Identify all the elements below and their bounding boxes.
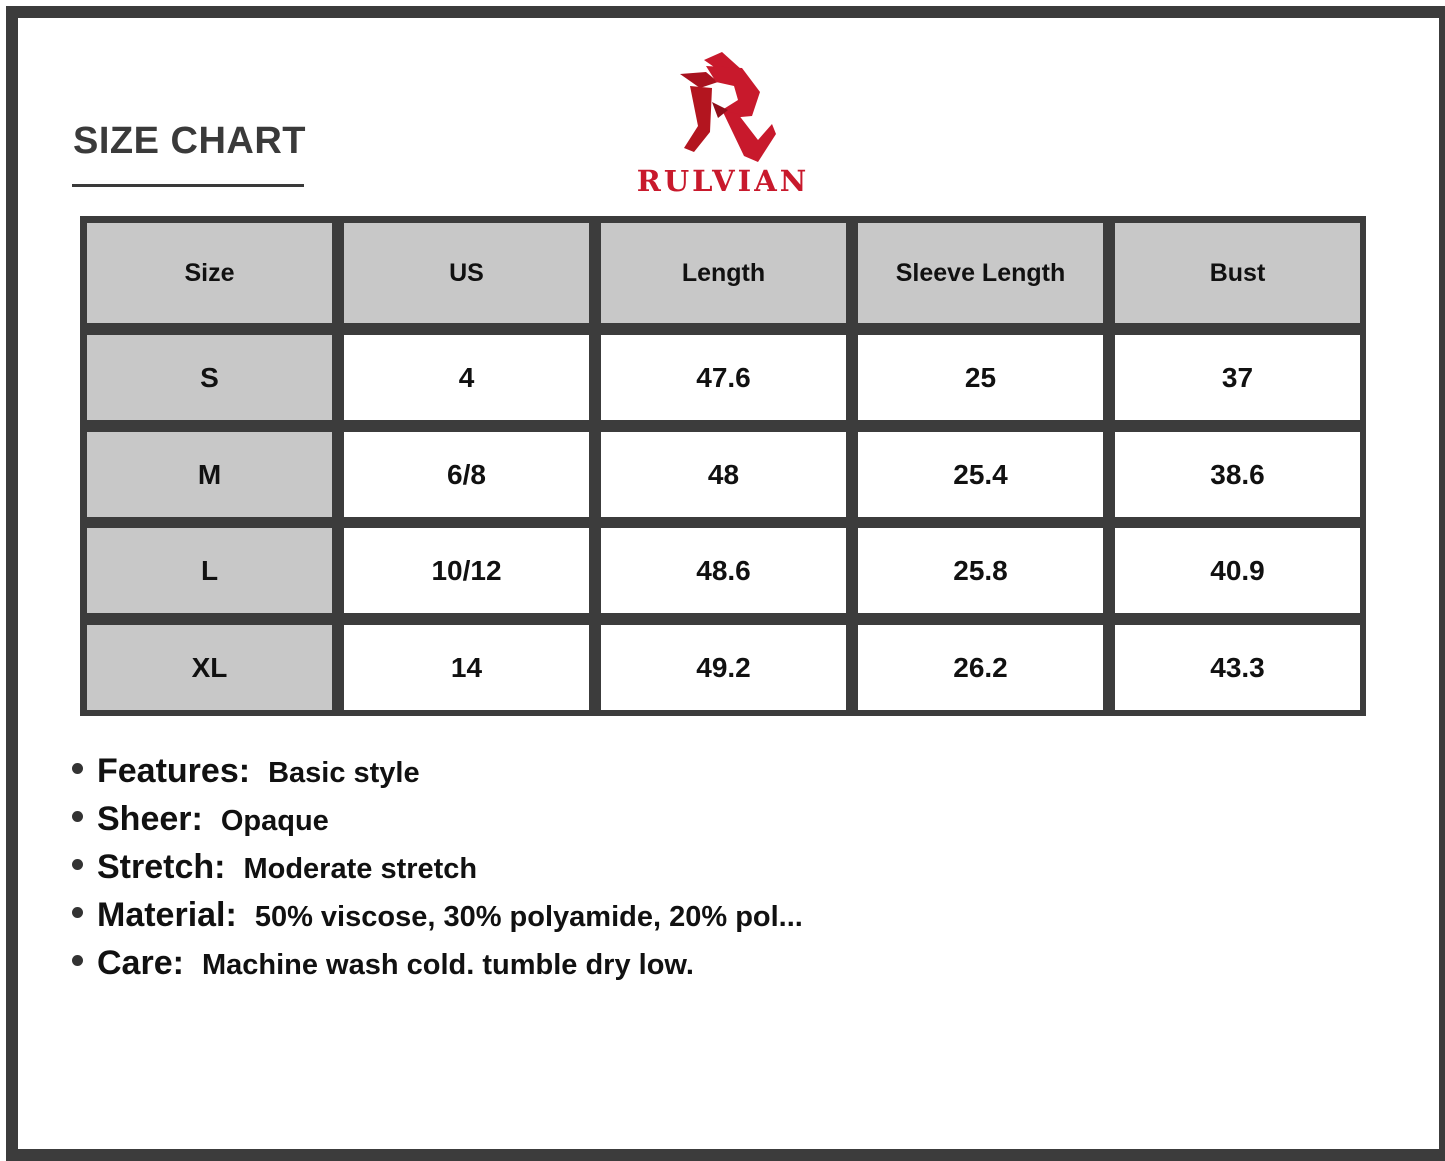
- feature-item: [72, 944, 694, 983]
- table-cell-bust: 40.9: [1115, 528, 1360, 613]
- table-cell-us: 10/12: [344, 528, 589, 613]
- feature-item: [72, 752, 420, 791]
- feature-value: Opaque: [220, 805, 329, 837]
- table-cell-sleeve-length: 25.8: [858, 528, 1103, 613]
- table-cell-length: 48: [601, 432, 846, 517]
- bullet-icon: [72, 763, 83, 774]
- table-cell-bust: 43.3: [1115, 625, 1360, 710]
- feature-label: Stretch:: [97, 848, 226, 886]
- feature-label: Material:: [97, 896, 237, 934]
- bullet-icon: [72, 907, 83, 918]
- header-size: Size: [87, 223, 332, 323]
- size-label-cell: M: [87, 432, 332, 517]
- feature-label: Sheer:: [97, 800, 203, 838]
- header-us: US: [344, 223, 589, 323]
- feature-item: [72, 800, 329, 839]
- table-cell-sleeve-length: 26.2: [858, 625, 1103, 710]
- brand-name: RULVIAN: [636, 164, 810, 198]
- table-cell-sleeve-length: 25.4: [858, 432, 1103, 517]
- feature-value: Basic style: [268, 757, 420, 789]
- feature-value: Moderate stretch: [243, 853, 478, 885]
- page-title: SIZE CHART: [73, 120, 306, 162]
- bullet-icon: [72, 955, 83, 966]
- feature-value: Machine wash cold. tumble dry low.: [201, 949, 694, 981]
- header-sleeve-length: Sleeve Length: [858, 223, 1103, 323]
- bullet-icon: [72, 811, 83, 822]
- rulvian-r-logo-icon: [672, 52, 776, 164]
- header-length: Length: [601, 223, 846, 323]
- table-cell-length: 47.6: [601, 335, 846, 420]
- size-label-cell: S: [87, 335, 332, 420]
- table-cell-us: 6/8: [344, 432, 589, 517]
- feature-value: 50% viscose, 30% polyamide, 20% pol...: [254, 901, 803, 933]
- size-label-cell: L: [87, 528, 332, 613]
- table-cell-sleeve-length: 25: [858, 335, 1103, 420]
- table-cell-length: 48.6: [601, 528, 846, 613]
- feature-label: Features:: [97, 752, 251, 790]
- table-cell-bust: 37: [1115, 335, 1360, 420]
- bullet-icon: [72, 859, 83, 870]
- table-cell-us: 14: [344, 625, 589, 710]
- size-label-cell: XL: [87, 625, 332, 710]
- feature-item: [72, 848, 477, 887]
- header-bust: Bust: [1115, 223, 1360, 323]
- table-cell-bust: 38.6: [1115, 432, 1360, 517]
- feature-label: Care:: [97, 944, 184, 982]
- title-underline: [72, 184, 304, 187]
- table-cell-us: 4: [344, 335, 589, 420]
- table-cell-length: 49.2: [601, 625, 846, 710]
- size-chart-table: [80, 216, 1366, 716]
- feature-item: [72, 896, 803, 935]
